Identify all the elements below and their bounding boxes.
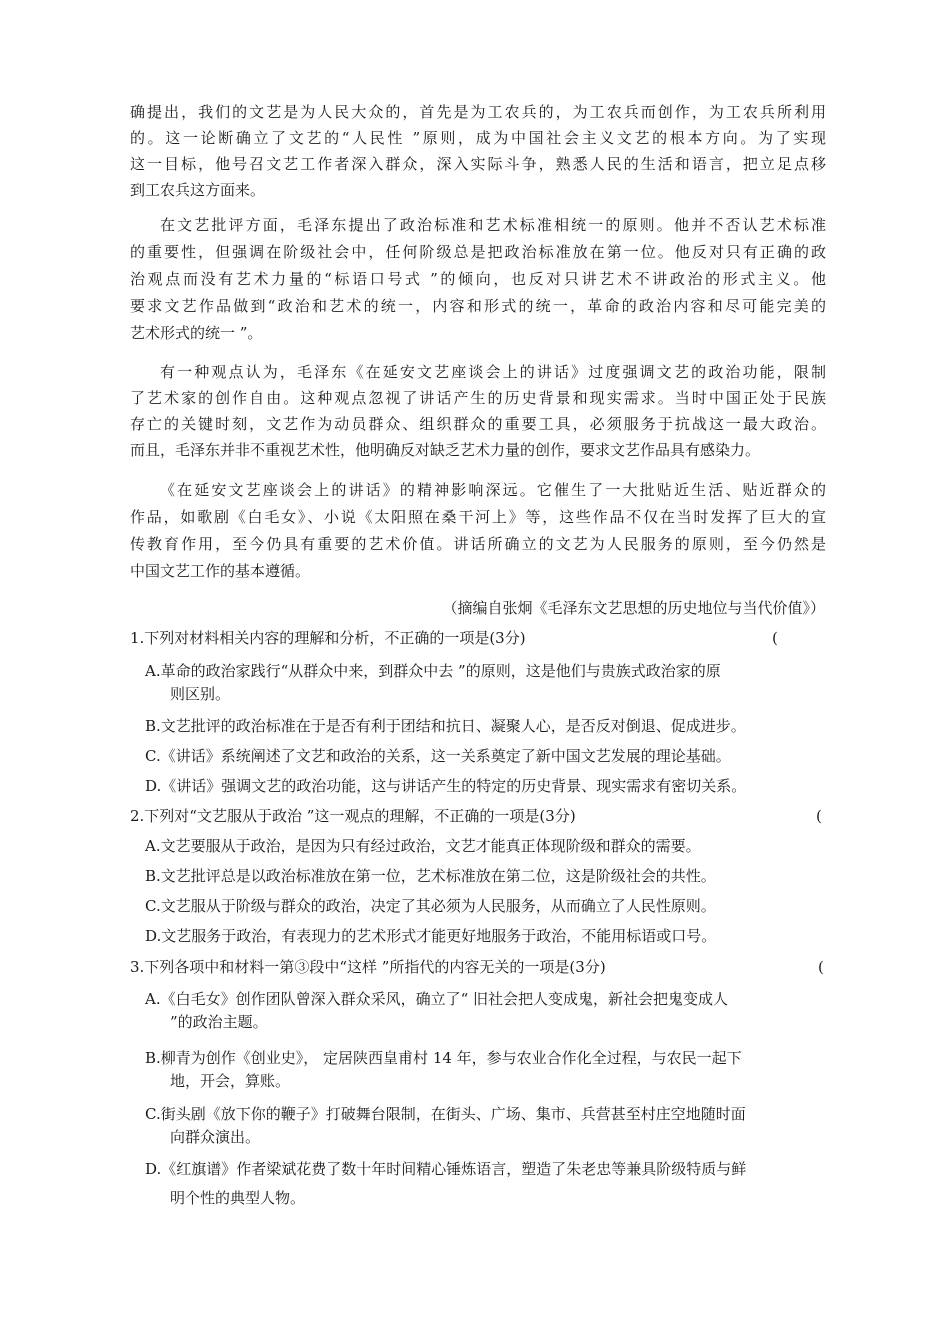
paragraph-2-line: 治观点而没有艺术力量的“标语口号式 ”的倾向，也反对只讲艺术不讲政治的形式主义。他 (130, 270, 826, 288)
paragraph-1-line: 的。这一论断确立了文艺的“人民性 ”原则，成为中国社会主义文艺的根本方向。为了实现 (130, 129, 826, 147)
question-3-option-a: A.《白毛女》创作团队曾深入群众采风，确立了“ 旧社会把人变成鬼，新社会把鬼变成人 (145, 990, 729, 1008)
paragraph-4-line: 作品，如歌剧《白毛女》、小说《太阳照在桑干河上》等，这些作品不仅在当时发挥了巨大的宣 (130, 508, 826, 526)
question-3-option-c: C.街头剧《放下你的鞭子》打破舞台限制，在街头、广场、集市、兵营甚至村庄空地随时面 (145, 1105, 746, 1123)
question-1-option-a: A.革命的政治家践行“从群众中来，到群众中去 ”的原则，这是他们与贵族式政治家的原 (145, 662, 721, 680)
paragraph-3-line: 而且，毛泽东并非不重视艺术性，他明确反对缺乏艺术力量的创作，要求文艺作品具有感染力。 (130, 441, 761, 459)
paragraph-3-line: 存亡的关键时刻，文艺作为动员群众、组织群众的重要工具，必须服务于抗战这一最大政治。 (130, 415, 826, 433)
question-2-option-a: A.文艺要服从于政治，是因为只有经过政治，文艺才能真正体现阶级和群众的需要。 (145, 837, 701, 855)
paragraph-4-line: 中国文艺工作的基本遵循。 (130, 562, 311, 580)
paragraph-1-line: 这一目标，他号召文艺工作者深入群众，深入实际斗争，熟悉人民的生活和语言，把立足点移 (130, 155, 826, 173)
paragraph-1-line: 确提出，我们的文艺是为人民大众的，首先是为工农兵的，为工农兵而创作，为工农兵所利用 (130, 103, 826, 121)
paragraph-2-line: 艺术形式的统一 ”。 (130, 324, 263, 342)
question-3-option-d: D.《红旗谱》作者梁斌花费了数十年时间精心锤炼语言，塑造了朱老忠等兼具阶级特质与鲜 (145, 1160, 747, 1178)
paragraph-1-line: 到工农兵这方面来。 (130, 181, 266, 199)
question-1-option-d: D.《讲话》强调文艺的政治功能，这与讲话产生的特定的历史背景、现实需求有密切关系。 (145, 777, 747, 795)
question-3-option-b: B.柳青为创作《创业史》， 定居陕西皇甫村 14 年，参与农业合作化全过程，与农民一起下 (145, 1049, 742, 1067)
question-1-answer-paren: ( (772, 629, 778, 647)
paragraph-2-line: 要求文艺作品做到“政治和艺术的统一，内容和形式的统一，革命的政治内容和尽可能完美的 (130, 297, 826, 315)
question-1-option-b: B.文艺批评的政治标准在于是否有利于团结和抗日、凝聚人心，是否反对倒退、促成进步。 (145, 717, 746, 735)
question-1-stem: 1.下列对材料相关内容的理解和分析，不正确的一项是(3分) (130, 629, 526, 647)
paragraph-4-line: 传教育作用，至今仍具有重要的艺术价值。讲话所确立的文艺为人民服务的原则，至今仍然是 (130, 535, 826, 553)
source-citation: （摘编自张炯《毛泽东文艺思想的历史地位与当代价值》） (442, 599, 825, 617)
question-2-stem: 2.下列对“文艺服从于政治 ”这一观点的理解，不正确的一项是(3分) (130, 807, 576, 825)
paragraph-3-line: 了艺术家的创作自由。这种观点忽视了讲话产生的历史背景和现实需求。当时中国正处于民族 (130, 389, 826, 407)
question-3-option-b-cont: 地，开会，算账。 (170, 1072, 291, 1090)
paragraph-3-line: 有一种观点认为，毛泽东《在延安文艺座谈会上的讲话》过度强调文艺的政治功能，限制 (160, 363, 826, 381)
paragraph-2-line: 在文艺批评方面，毛泽东提出了政治标准和艺术标准相统一的原则。他并不否认艺术标准 (160, 216, 826, 234)
paragraph-4-line: 《在延安文艺座谈会上的讲话》的精神影响深远。它催生了一大批贴近生活、贴近群众的 (160, 481, 826, 499)
question-3-stem: 3.下列各项中和材料一第③段中“这样 ”所指代的内容无关的一项是(3分) (130, 958, 606, 976)
question-3-option-c-cont: 向群众演出。 (170, 1128, 261, 1146)
question-2-option-b: B.文艺批评总是以政治标准放在第一位，艺术标准放在第二位，这是阶级社会的共性。 (145, 867, 716, 885)
question-3-answer-paren: ( (818, 958, 824, 976)
question-2-answer-paren: ( (816, 807, 822, 825)
question-3-option-a-cont: ”的政治主题。 (170, 1013, 268, 1031)
question-1-option-a-cont: 则区别。 (170, 685, 231, 703)
question-2-option-d: D.文艺服务于政治，有表现力的艺术形式才能更好地服务于政治，不能用标语或口号。 (145, 927, 717, 945)
question-1-option-c: C.《讲话》系统阐述了文艺和政治的关系，这一关系奠定了新中国文艺发展的理论基础。 (145, 747, 731, 765)
question-2-option-c: C.文艺服从于阶级与群众的政治，决定了其必须为人民服务，从而确立了人民性原则。 (145, 897, 716, 915)
paragraph-2-line: 的重要性，但强调在阶级社会中，任何阶级总是把政治标准放在第一位。他反对只有正确的政 (130, 243, 826, 261)
question-3-option-d-cont: 明个性的典型人物。 (170, 1189, 306, 1207)
